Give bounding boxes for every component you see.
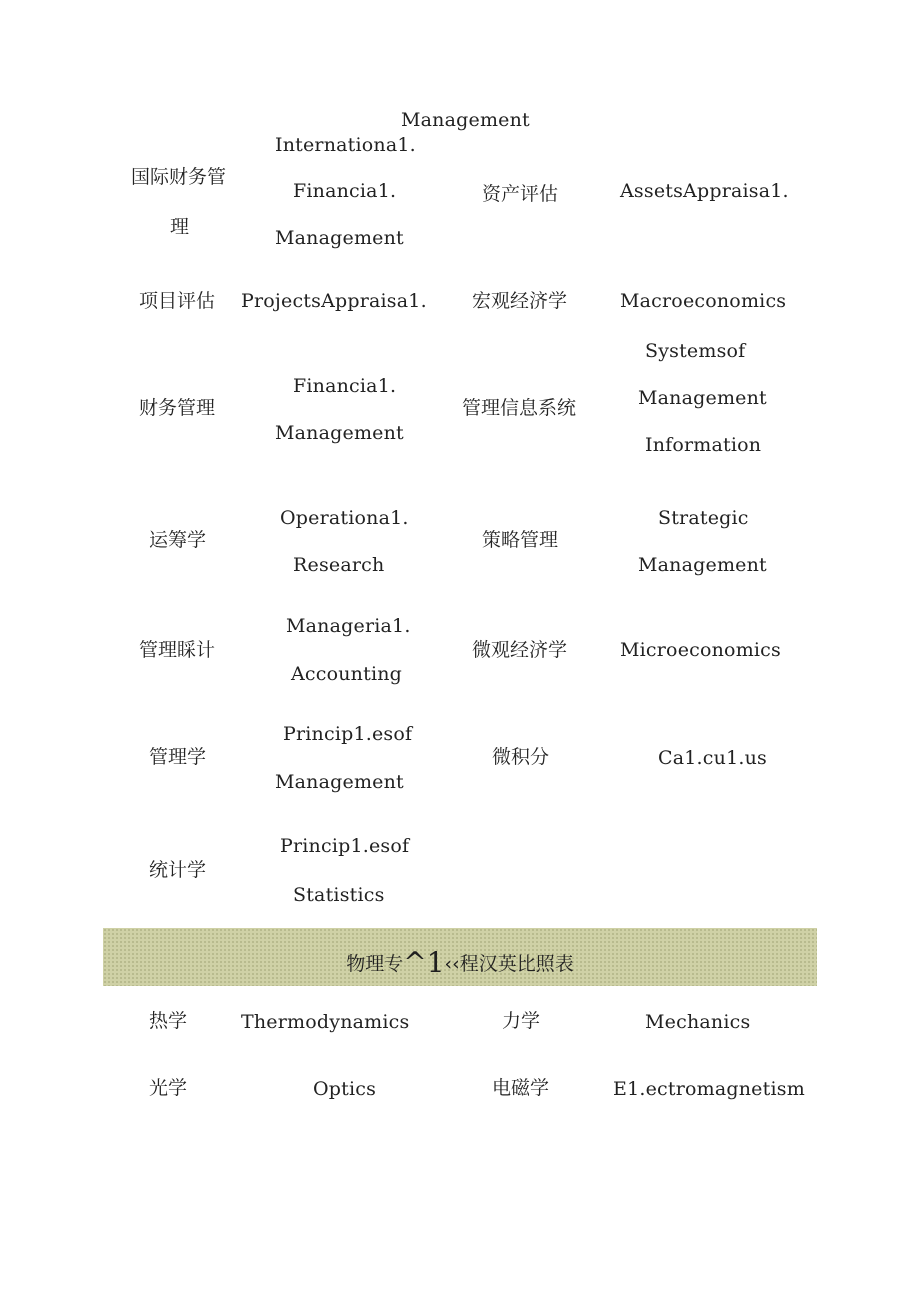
term-zh: 项目评估 xyxy=(139,290,216,312)
term-en: Operationa1. xyxy=(280,507,409,529)
term-en: Strategic xyxy=(658,507,749,529)
term-en: Statistics xyxy=(293,884,385,906)
term-en: Financia1. xyxy=(293,180,397,202)
term-zh: 运筹学 xyxy=(149,529,207,551)
term-en: Thermodynamics xyxy=(241,1011,410,1033)
term-zh: 策略管理 xyxy=(482,529,559,551)
term-en: Management xyxy=(638,387,767,409)
term-zh: 热学 xyxy=(149,1010,188,1032)
term-zh: 电磁学 xyxy=(492,1077,550,1099)
term-zh: 财务管理 xyxy=(139,397,216,419)
term-en: Information xyxy=(645,434,762,456)
term-zh: 管理睬计 xyxy=(139,639,216,661)
term-en: Management xyxy=(275,422,404,444)
term-en: Accounting xyxy=(291,663,403,685)
section-banner xyxy=(103,928,817,986)
term-zh: 理 xyxy=(170,216,190,238)
term-zh: 统计学 xyxy=(149,859,207,881)
term-zh: 微观经济学 xyxy=(472,639,568,661)
term-en: Internationa1. xyxy=(275,134,416,156)
term-en: Management xyxy=(638,554,767,576)
term-en: Princip1.esof xyxy=(280,835,410,857)
term-en: Princip1.esof xyxy=(283,723,413,745)
term-zh: 力学 xyxy=(502,1010,541,1032)
term-en: Systemsof xyxy=(645,340,746,362)
term-en: Management xyxy=(275,771,404,793)
term-en: E1.ectromagnetism xyxy=(613,1078,805,1100)
term-en: Macroeconomics xyxy=(620,290,787,312)
overflow-line: Management xyxy=(401,109,530,131)
term-en: Microeconomics xyxy=(620,639,781,661)
term-zh: 微积分 xyxy=(492,746,550,768)
banner-title: 物理专^1‹‹程汉英比照表 xyxy=(346,946,574,979)
term-en: Management xyxy=(275,227,404,249)
term-zh: 光学 xyxy=(149,1077,188,1099)
term-en: AssetsAppraisa1. xyxy=(620,180,789,202)
term-en: Financia1. xyxy=(293,375,397,397)
term-en: Manageria1. xyxy=(286,615,411,637)
term-zh: 管理信息系统 xyxy=(462,397,577,419)
term-zh: 宏观经济学 xyxy=(472,290,568,312)
term-zh: 管理学 xyxy=(149,746,207,768)
term-en: ProjectsAppraisa1. xyxy=(241,290,427,312)
term-en: Optics xyxy=(313,1078,377,1100)
term-zh: 资产评估 xyxy=(482,183,559,205)
term-en: Mechanics xyxy=(645,1011,751,1033)
term-zh: 国际财务管 xyxy=(131,166,227,188)
term-en: Ca1.cu1.us xyxy=(658,747,767,769)
term-en: Research xyxy=(293,554,385,576)
